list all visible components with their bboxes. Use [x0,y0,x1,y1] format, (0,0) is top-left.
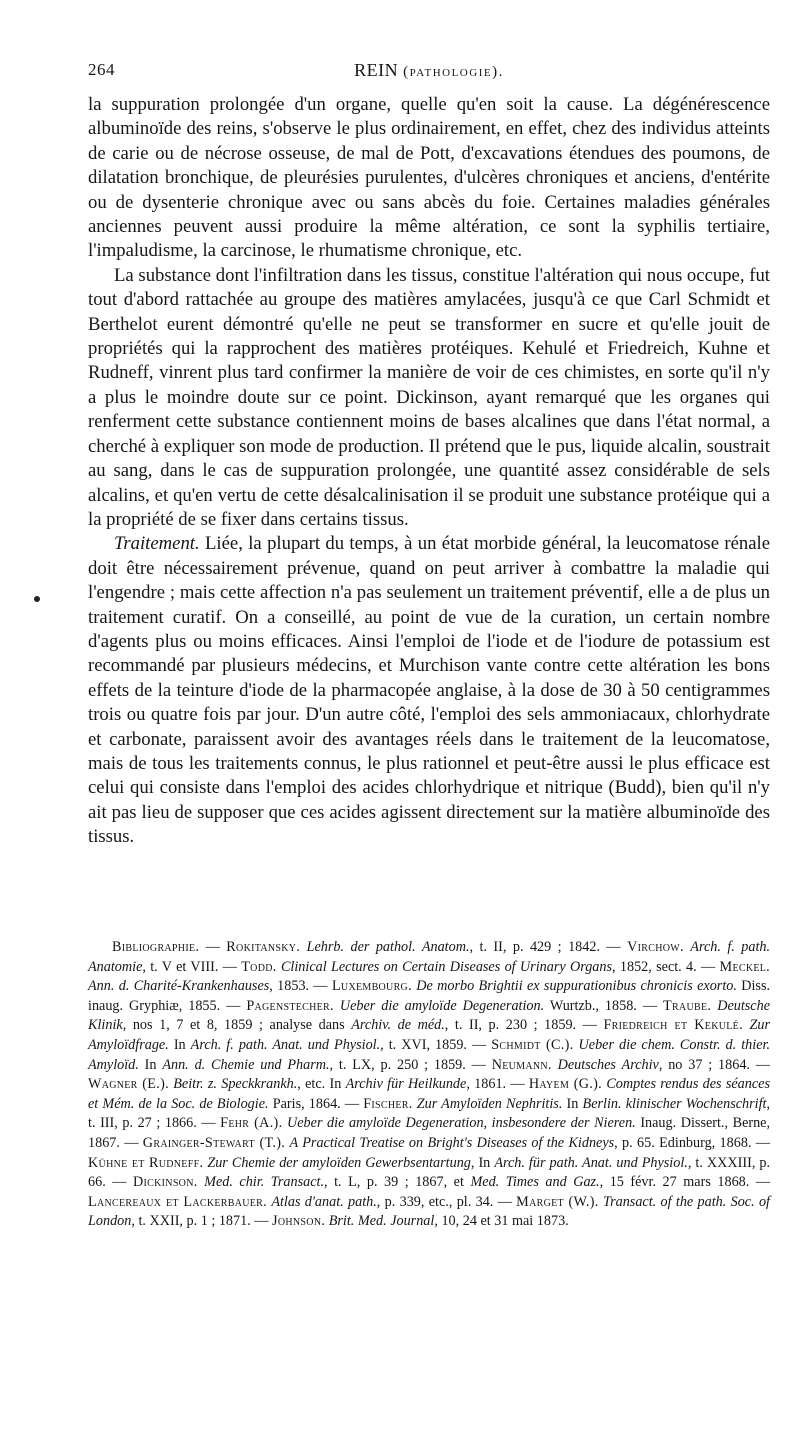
bib-detail: , t. LX, p. 250 ; 1859. — [329,1056,492,1073]
bib-detail: , t. V et VIII. — [142,958,242,975]
bib-detail: , In [470,1154,495,1171]
bib-author: Fehr (A.). [220,1115,283,1132]
bib-work-title: Lehrb. der pathol. Anatom. [306,939,470,955]
bib-work-title: Arch. f. path. Anatomie [88,939,771,975]
paragraph-traitement-text: Liée, la plupart du temps, à un état morbide général, la leucomatose rénale doit être nécessairement prévenue, quand on peut arriver à combattre la maladie qui l'engendre ; mais cette affection n'a pas seulement un traitement préventif, elle a de plus un traitement curatif. On a conseillé, au point de vue de la curation, un certain nombre d'agents plus ou moins efficaces. Ainsi l'emploi de l'iode et de l'iodure de potassium est recommandé par plusieurs médecins, et Murchison vante contre cette altération les bons effets de la teinture d'iode de la pharmacopée anglaise, à la dose de 30 à 50 centigrammes trois ou quatre fois par jour. D'un autre côté, l'emploi des sels ammoniacaux, chlorhydrate et carbonate, paraissent avoir des avantages réels dans le traitement de la leucomatose, mais de tous les traitements connus, le plus rationnel et peut-être aussi le plus efficace est celui qui consiste dans l'emploi des acides chlorhydrique et nitrique (Budd), bien qu'il n'y ait pas lieu de supposer que ces acides agissent directement sur la matière albuminoïde des tissus. [88,533,771,848]
bib-work-title: Arch. f. path. Anat. und Physiol. [190,1036,381,1053]
running-title-subtitle: (pathologie). [403,64,504,80]
bib-work-title: Zur Chemie der amyloïden Gewerbsentartung [207,1154,471,1171]
bib-work-title: Berlin. klinischer Wochenschrift [582,1095,767,1112]
bib-author: Grainger-Stewart (T.). [142,1134,286,1151]
bib-work-title: Archiv. de méd. [351,1017,445,1034]
bib-detail: , no 37 ; 1864. — [658,1056,770,1073]
bib-detail: , t. II, p. 429 ; 1842. — [469,939,628,955]
bib-author: Neumann. [491,1056,552,1073]
bib-work-title: Med. Times and Gaz. [470,1174,600,1191]
bib-work-title: Archiv für Heilkunde [345,1076,467,1093]
bib-work-title: Transact. of the path. Soc. of London [88,1193,770,1230]
bib-work-title: Ann. d. Chemie und Pharm. [162,1056,330,1073]
bib-author: Wagner (E.). [88,1076,169,1093]
bib-work-title: Atlas d'anat. path. [271,1193,377,1210]
bib-detail: , nos 1, 7 et 8, 1859 ; analyse dans [122,1017,352,1034]
bib-work-title: Comptes rendus des séances et Mém. de la Soc. de Biologie. [88,1076,770,1112]
bibliography-references [88,939,770,1229]
bib-author: Friedreich et Kekulé. [603,1017,743,1034]
bib-detail: Paris, 1864. — [268,1095,364,1112]
bib-author: Todd. [241,958,277,975]
bib-author: Kühne et Rudneff. [88,1154,204,1171]
bib-detail: Wurtzb., 1858. — [544,997,663,1014]
bib-detail: , t. XXII, p. 1 ; 1871. — [131,1213,273,1230]
bib-detail: , t. II, p. 230 ; 1859. — [444,1017,604,1034]
bib-detail: , t. L, p. 39 ; 1867, et [324,1174,471,1191]
page-header [88,48,770,88]
bib-author: Rokitansky. [226,939,301,955]
paragraph-substance: La substance dont l'infiltration dans les tissus, constitue l'altération qui nous occupe, fut tout d'abord rattachée au groupe des matières amylacées, jusqu'à ce que Carl Schmidt et Berthelot eurent démontré qu'elle ne peut se transformer en sucre et qu'elle jouit de propriétés qui la rapprochent des matières protéiques. Kehulé et Friedreich, Kuhne et Rudneff, vinrent plus tard confirmer la manière de voir de ces chimistes, en sorte qu'il n'y a plus le moindre doute sur ce point. Dickinson, ayant remarqué que les organes qui renferment cette substance contiennent moins de bases alcalines que dans l'état normal, a cherché à expliquer son mode de production. Il prétend que le pus, liquide alcalin, soustrait au sang, dans le cas de suppuration prolongée, une quantité assez considérable de sels alcalins, et qu'en vertu de cette désalcalinisation il se produit une substance protéique qui a la propriété de se fixer dans certains tissus. [88,264,770,530]
main-text [88,93,770,850]
bib-work-title: Arch. für path. Anat. und Physiol. [494,1154,688,1171]
bibliography-label: Bibliographie. [112,939,200,955]
bib-work-title: Ann. d. Charité-Krankenhauses [88,978,270,995]
bib-detail: , p. 65. Edinburg, 1868. — [614,1134,771,1151]
bib-work-title: Beitr. z. Speckkrankh. [173,1076,298,1093]
running-title [88,60,770,81]
bib-detail: In [138,1056,163,1073]
bib-author: Dickinson. [133,1174,198,1191]
bib-work-title: Ueber die amyloïde Degeneration. [339,997,545,1014]
bib-work-title: Zur Amyloïden Nephritis. [416,1095,563,1112]
bib-work-title: Deutsches Archiv [557,1056,659,1073]
bib-detail: , 15 févr. 27 mars 1868. — [599,1174,771,1191]
bib-detail: In [168,1036,191,1053]
bib-work-title: A Practical Treatise on Bright's Diseases of the Kidneys [289,1134,615,1151]
bib-detail: In [562,1095,583,1112]
bib-author: Traube. [663,997,712,1014]
bib-detail: , t. III, p. 27 ; 1866. — [88,1095,770,1132]
bib-author: Meckel. [719,958,771,975]
bib-work-title: De morbo Brightii ex suppurationibus chronicis exorto. [416,978,737,995]
bib-detail: , 1852, sect. 4. — [612,958,720,975]
bibliography: Bibliographie. — Rokitansky. Lehrb. der pathol. Anatom., t. II, p. 429 ; 1842. — Virchow. Arch. f. path. Anatomie, t. V et VIII. — Todd. Clinical Lectures on Certain Diseases of Urinary Organs, 1852, sect. 4. — Meckel. Ann. d. Charité-Krankenhauses, 1853. — Luxembourg. De morbo Brightii ex suppurationibus chronicis exorto. Diss. inaug. Gryphiæ, 1855. — Pagenstecher. Ueber die amyloïde Degeneration. Wurtzb., 1858. — Traube. Deutsche Klinik, nos 1, 7 et 8, 1859 ; analyse dans Archiv. de méd., t. II, p. 230 ; 1859. — Friedreich et Kekulé. Zur Amyloïdfrage. In Arch. f. path. Anat. und Physiol., t. XVI, 1859. — Schmidt (C.). Ueber die chem. Constr. d. thier. Amyloïd. In Ann. d. Chemie und Pharm., t. LX, p. 250 ; 1859. — Neumann. Deutsches Archiv, no 37 ; 1864. — Wagner (E.). Beitr. z. Speckkrankh., etc. In Archiv für Heilkunde, 1861. — Hayem (G.). Comptes rendus des séances et Mém. de la Soc. de Biologie. Paris, 1864. — Fischer. Zur Amyloïden Nephritis. In Berlin. klinischer Wochenschrift, t. III, p. 27 ; 1866. — Fehr (A.). Ueber die amyloïde Degeneration, insbesondere der Nieren. Inaug. Dissert., Berne, 1867. — Grainger-Stewart (T.). A Practical Treatise on Bright's Diseases of the Kidneys, p. 65. Edinburg, 1868. — Kühne et Rudneff. Zur Chemie der amyloïden Gewerbsentartung, In Arch. für path. Anat. und Physiol., t. XXXIII, p. 66. — Dickinson. Med. chir. Transact., t. L, p. 39 ; 1867, et Med. Times and Gaz., 15 févr. 27 mars 1868. — Lancereaux et Lackerbauer. Atlas d'anat. path., p. 339, etc., pl. 34. — Marget (W.). Transact. of the path. Soc. of London, t. XXII, p. 1 ; 1871. — Johnson. Brit. Med. Journal, 10, 24 et 31 mai 1873. [88,939,771,1230]
bib-detail: , p. 339, etc., pl. 34. — [376,1193,517,1210]
paragraph-continuation: la suppuration prolongée d'un organe, quelle qu'en soit la cause. La dégénérescence albuminoïde des reins, s'observe le plus ordinairement, en effet, chez des individus atteints de carie ou de nécrose osseuse, de mal de Pott, d'excavations étendues des poumons, de dilatation bronchique, de pleurésies purulentes, d'ulcères chroniques et anciens, d'entérite ou de dysenterie chronique avec ou sans abcès du foie. Certaines maladies générales anciennes peuvent aussi produire la même altération, ce sont la syphilis tertiaire, l'impaludisme, la carcinose, le rhumatisme chronique, etc. [88,94,770,262]
bib-detail: Inaug. Dissert., Berne, 1867. — [88,1115,771,1151]
bib-work-title: Deutsche Klinik [88,997,770,1034]
bib-work-title: Zur Amyloïdfrage. [88,1017,771,1053]
bib-author: Pagenstecher. [246,997,334,1014]
bib-work-title: Brit. Med. Journal [328,1213,435,1230]
bib-author: Hayem (G.). [528,1076,603,1093]
bib-author: Schmidt (C.). [491,1036,574,1053]
bib-detail: Diss. inaug. Gryphiæ, 1855. — [88,978,771,1014]
bib-detail: , etc. In [297,1076,346,1093]
bib-detail: , t. XVI, 1859. — [380,1036,492,1053]
bib-author: Luxembourg. [331,978,412,995]
bib-author: Lancereaux et Lackerbauer. [88,1193,267,1210]
bib-work-title: Clinical Lectures on Certain Diseases of Urinary Organs [280,958,613,975]
bib-author: Johnson. [272,1213,326,1230]
bib-author: Virchow. [627,939,684,955]
bib-work-title: Ueber die chem. Constr. d. thier. Amyloïd. [88,1036,770,1073]
bib-detail: , t. XXXIII, p. 66. — [88,1154,771,1191]
page-number: 264 [88,60,115,79]
section-heading-traitement: Traitement. [114,533,200,555]
bib-author: Fischer. [363,1095,413,1112]
paragraph-traitement [88,532,770,849]
bib-detail: , 10, 24 et 31 mai 1873. [434,1213,569,1230]
bib-work-title: Ueber die amyloïde Degeneration, insbesondere der Nieren. [287,1115,636,1132]
bib-author: Marget (W.). [516,1193,599,1210]
bib-work-title: Med. chir. Transact. [204,1174,324,1191]
running-title-main: REIN [354,60,399,80]
bib-detail: , 1861. — [466,1076,529,1093]
bib-detail: , 1853. — [269,978,332,995]
margin-dot [34,596,40,602]
